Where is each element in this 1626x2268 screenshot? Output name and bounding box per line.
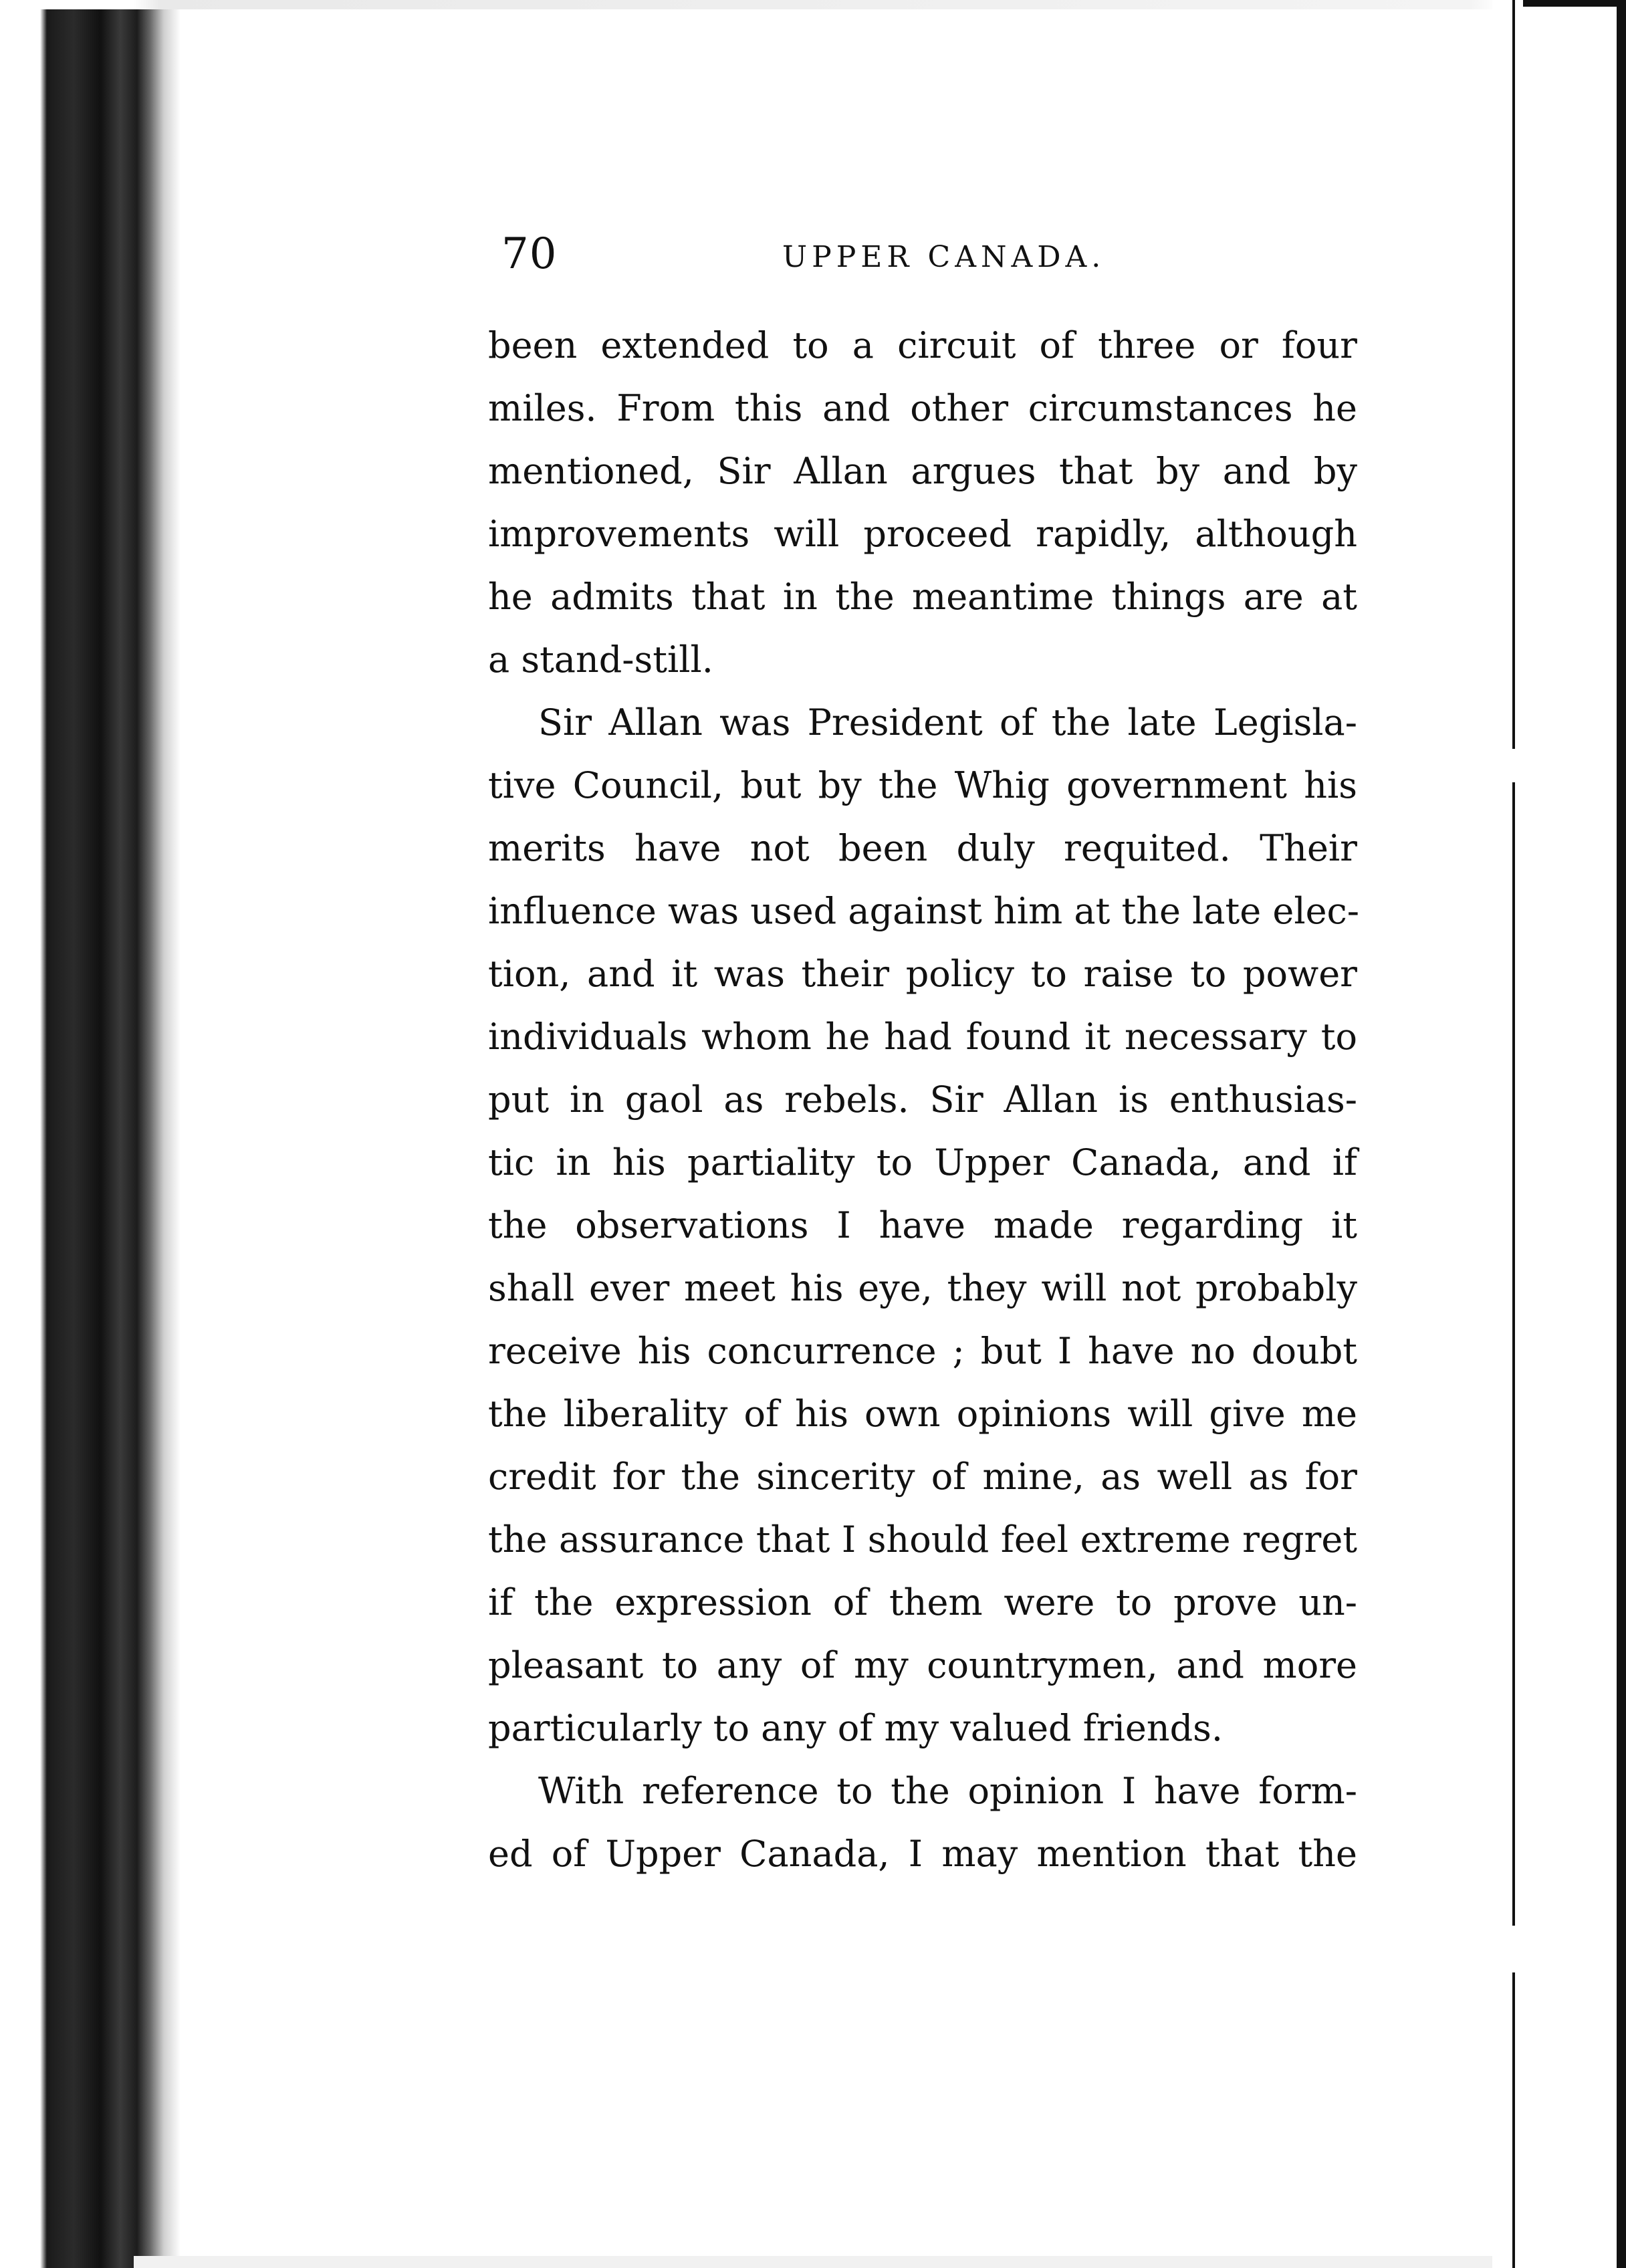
- text-line: tic in his partiality to Upper Canada, and if: [488, 1141, 1357, 1183]
- running-head: UPPER CANADA.: [782, 240, 1106, 274]
- book-binding-edge: [0, 0, 181, 2268]
- text-line: Sir Allan was President of the late Legisla-: [538, 701, 1357, 744]
- text-line: receive his concurrence ; but I have no doubt: [488, 1330, 1357, 1372]
- text-line: the liberality of his own opinions will give me: [488, 1393, 1357, 1435]
- text-line: pleasant to any of my countrymen, and more: [488, 1644, 1357, 1686]
- right-page-corner: [1523, 0, 1626, 7]
- text-line: if the expression of them were to prove un-: [488, 1581, 1357, 1623]
- text-line: been extended to a circuit of three or four: [488, 324, 1357, 366]
- text-line: the observations I have made regarding it: [488, 1204, 1357, 1246]
- text-line: the assurance that I should feel extreme regret: [488, 1518, 1357, 1561]
- paragraph-1: [488, 314, 1357, 691]
- text-line: put in gaol as rebels. Sir Allan is enthusias-: [488, 1079, 1357, 1121]
- paragraph-2: [488, 691, 1360, 1760]
- text-line: mentioned, Sir Allan argues that by and by: [488, 450, 1357, 492]
- text-line: improvements will proceed rapidly, although: [488, 513, 1357, 555]
- text-line: With reference to the opinion I have form-: [538, 1770, 1357, 1812]
- page-header: [501, 227, 1404, 281]
- text-line: tion, and it was their policy to raise to power: [488, 953, 1357, 995]
- text-line: tive Council, but by the Whig government his: [488, 764, 1357, 806]
- right-page-edge-line: [1512, 0, 1515, 2268]
- page-top-edge: [0, 0, 1626, 9]
- paragraph-3: [488, 1760, 1357, 1886]
- text-line: a stand-still.: [488, 639, 713, 681]
- right-scan-border: [1617, 0, 1626, 2268]
- text-line: individuals whom he had found it necessary to: [488, 1016, 1357, 1058]
- text-line: ed of Upper Canada, I may mention that the: [488, 1833, 1357, 1875]
- text-line: merits have not been duly requited. Their: [488, 827, 1357, 869]
- body-text: [488, 314, 1360, 1886]
- text-line: credit for the sincerity of mine, as well as for: [488, 1456, 1357, 1498]
- page-bottom-edge: [134, 2256, 1498, 2268]
- text-line: miles. From this and other circumstances he: [488, 387, 1357, 429]
- text-line: shall ever meet his eye, they will not probably: [488, 1267, 1357, 1309]
- text-line: he admits that in the meantime things are at: [488, 576, 1357, 618]
- text-line: influence was used against him at the late elec-: [488, 890, 1360, 932]
- page-number: 70: [501, 229, 558, 279]
- text-line: particularly to any of my valued friends.: [488, 1707, 1224, 1749]
